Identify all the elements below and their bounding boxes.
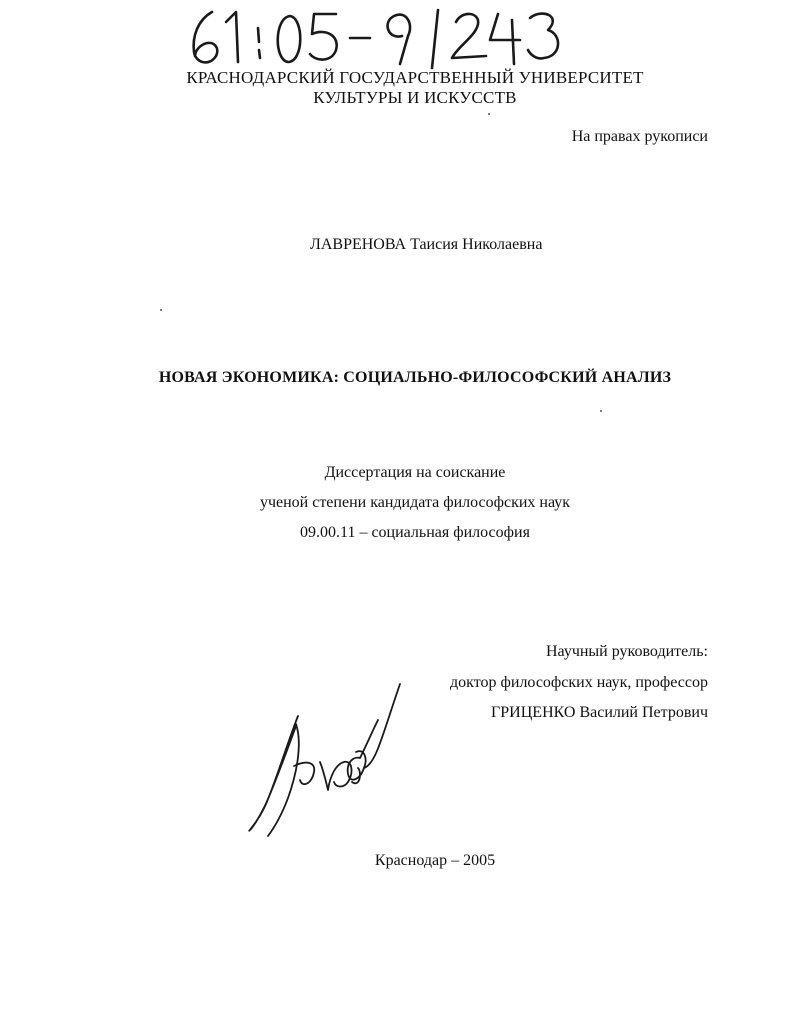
dissertation-title: НОВАЯ ЭКОНОМИКА: СОЦИАЛЬНО-ФИЛОСОФСКИЙ АНАЛИЗ [158,369,672,386]
scan-speck [600,410,602,412]
scan-speck [160,309,162,311]
supervisor-label: Научный руководитель: [545,643,708,660]
rights-note: На правах рукописи [571,128,708,145]
author-name: ЛАВРЕНОВА Таисия Николаевна [310,236,543,253]
university-name-line-2: КУЛЬТУРЫ И ИСКУССТВ [313,88,517,107]
city-and-year: Краснодар – 2005 [374,852,496,869]
signature [236,676,416,844]
supervisor-name: ГРИЦЕНКО Василий Петрович [491,704,708,721]
handwritten-catalog-number [186,6,566,72]
dissertation-type-line-2: ученой степени кандидата философских наук [259,494,571,511]
supervisor-degree: доктор философских наук, профессор [450,674,708,691]
specialty-code: 09.00.11 – социальная философия [300,524,530,541]
scan-speck [488,113,490,115]
university-name-line-1: КРАСНОДАРСКИЙ ГОСУДАРСТВЕННЫЙ УНИВЕРСИТЕТ [186,68,644,87]
dissertation-type-line-1: Диссертация на соискание [324,464,506,481]
